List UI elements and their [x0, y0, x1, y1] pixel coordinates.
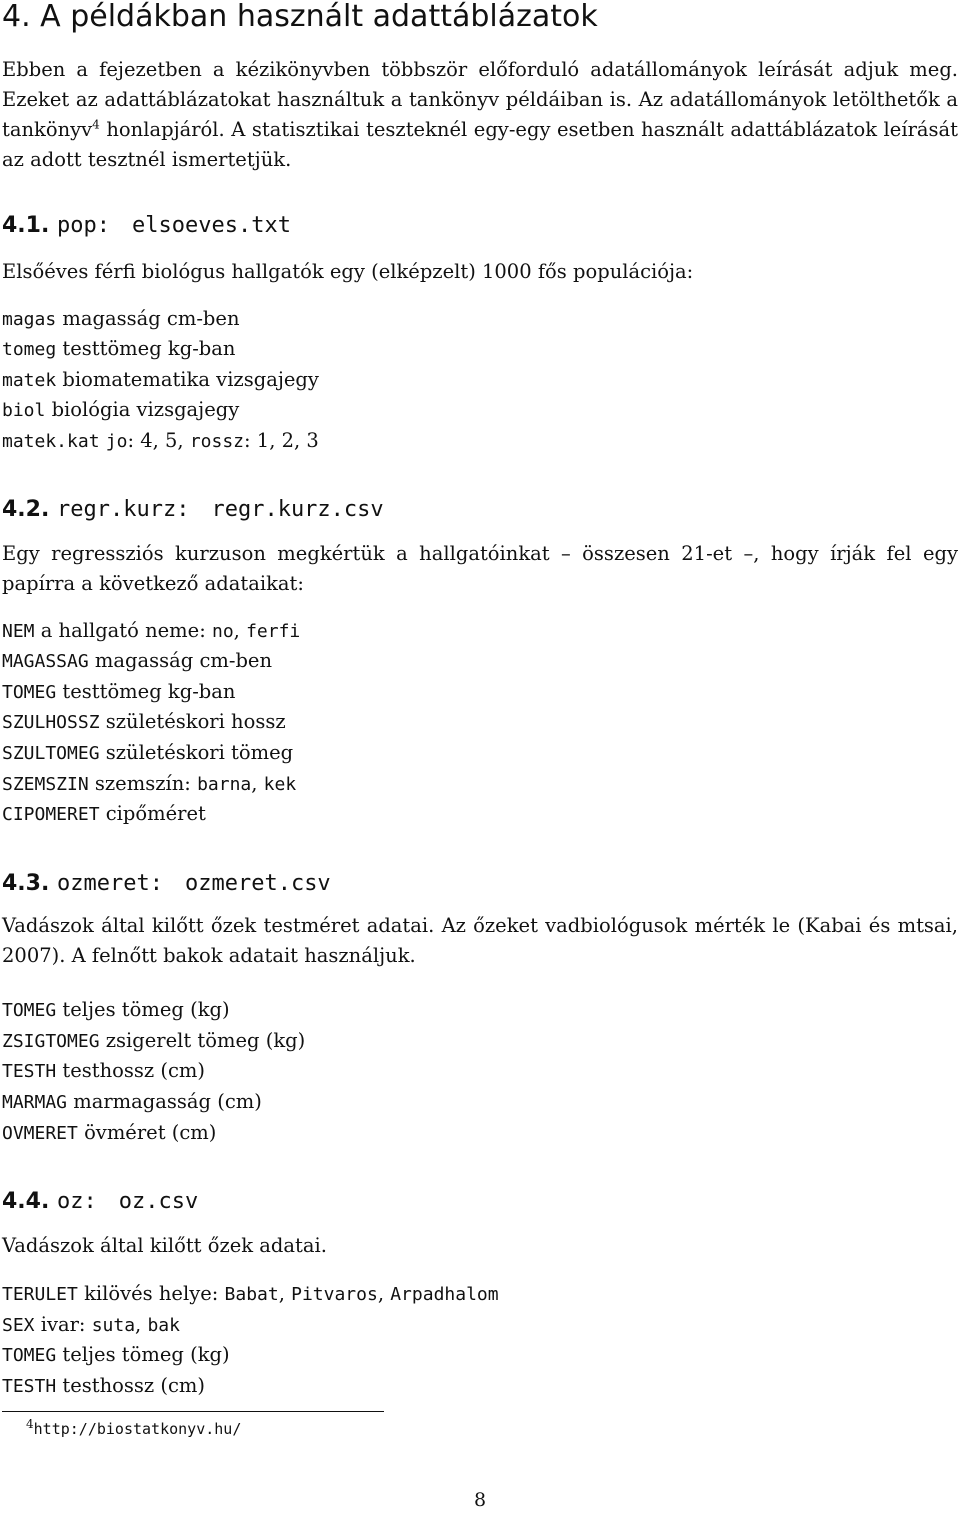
- variable-item: TOMEG teljes tömeg (kg): [2, 1343, 230, 1366]
- variable-item: CIPOMERET cipőméret: [2, 802, 206, 825]
- variable-item: ZSIGTOMEG zsigerelt tömeg (kg): [2, 1029, 306, 1052]
- variable-item: SEX ivar: suta, bak: [2, 1313, 180, 1336]
- variable-item: OVMERET övméret (cm): [2, 1121, 217, 1144]
- variable-item: TERULET kilövés helye: Babat, Pitvaros, Arpadhalom: [2, 1282, 499, 1305]
- variable-item: MAGASSAG magasság cm-ben: [2, 649, 273, 672]
- footnote-rule: [2, 1411, 384, 1412]
- variable-item: NEM a hallgató neme: no, ferfi: [2, 619, 301, 642]
- variable-item: biol biológia vizsgajegy: [2, 398, 240, 421]
- footnote-ref: 4: [92, 117, 100, 132]
- file-name: elsoeves.txt: [132, 213, 291, 238]
- section-heading-4-3: 4.3. ozmeret: ozmeret.csv: [2, 871, 331, 896]
- section-description: Vadászok által kilőtt őzek adatai.: [2, 1234, 327, 1257]
- chapter-title: 4. A példákban használt adattáblázatok: [2, 0, 598, 34]
- section-description: Vadászok által kilőtt őzek testméret adatai. Az őzeket vadbiológusok mérték le (Kabai és mtsai, 2007). A felnőtt bakok adatait használjuk.: [2, 914, 958, 967]
- variable-item: matek.kat jo: 4, 5, rossz: 1, 2, 3: [2, 429, 319, 452]
- section-description: Elsőéves férfi biológus hallgatók egy (elképzelt) 1000 fős populációja:: [2, 260, 694, 283]
- section-heading-4-1: 4.1. pop: elsoeves.txt: [2, 213, 291, 238]
- intro-paragraph: Ebben a fejezetben a kézikönyvben többször előforduló adatállományok leírását adjuk meg. Ezeket az adattáblázatokat használtuk a tankönyv példáiban is. Az adatállományok letölthetők a tankönyv$^4$ honlapjáról. A statisztikai teszteknél egy-egy esetben használt adattáblázatok leírását az adott tesztnél ismertetjük.: [2, 58, 958, 171]
- page-number: 8: [473, 1489, 487, 1511]
- footnote: [26, 1417, 241, 1441]
- file-name: oz.csv: [118, 1189, 199, 1214]
- variable-item: SZULTOMEG születéskori tömeg: [2, 741, 294, 764]
- variable-item: TESTH testhossz (cm): [2, 1374, 206, 1397]
- variable-item: matek biomatematika vizsgajegy: [2, 368, 319, 391]
- variable-item: magas magasság cm-ben: [2, 307, 240, 330]
- variable-item: TESTH testhossz (cm): [2, 1059, 206, 1082]
- variable-item: tomeg testtömeg kg-ban: [2, 337, 236, 360]
- section-description: Egy regressziós kurzuson megkértük a hallgatóinkat – összesen 21-et –, hogy írják fel egy papírra a következő adataikat:: [2, 542, 958, 595]
- section-heading-4-4: 4.4. oz: oz.csv: [2, 1189, 199, 1214]
- variable-item: TOMEG teljes tömeg (kg): [2, 998, 230, 1021]
- variable-item: MARMAG marmagasság (cm): [2, 1090, 262, 1113]
- variable-item: SZEMSZIN szemszín: barna, kek: [2, 772, 297, 795]
- footnote-link[interactable]: http://biostatkonyv.hu/: [33, 1420, 242, 1438]
- file-name: regr.kurz.csv: [211, 497, 384, 522]
- file-name: ozmeret.csv: [184, 871, 331, 896]
- variable-item: TOMEG testtömeg kg-ban: [2, 680, 236, 703]
- variable-item: SZULHOSSZ születéskori hossz: [2, 710, 286, 733]
- section-heading-4-2: 4.2. regr.kurz: regr.kurz.csv: [2, 497, 384, 522]
- footnote-mark: 4: [26, 1417, 34, 1431]
